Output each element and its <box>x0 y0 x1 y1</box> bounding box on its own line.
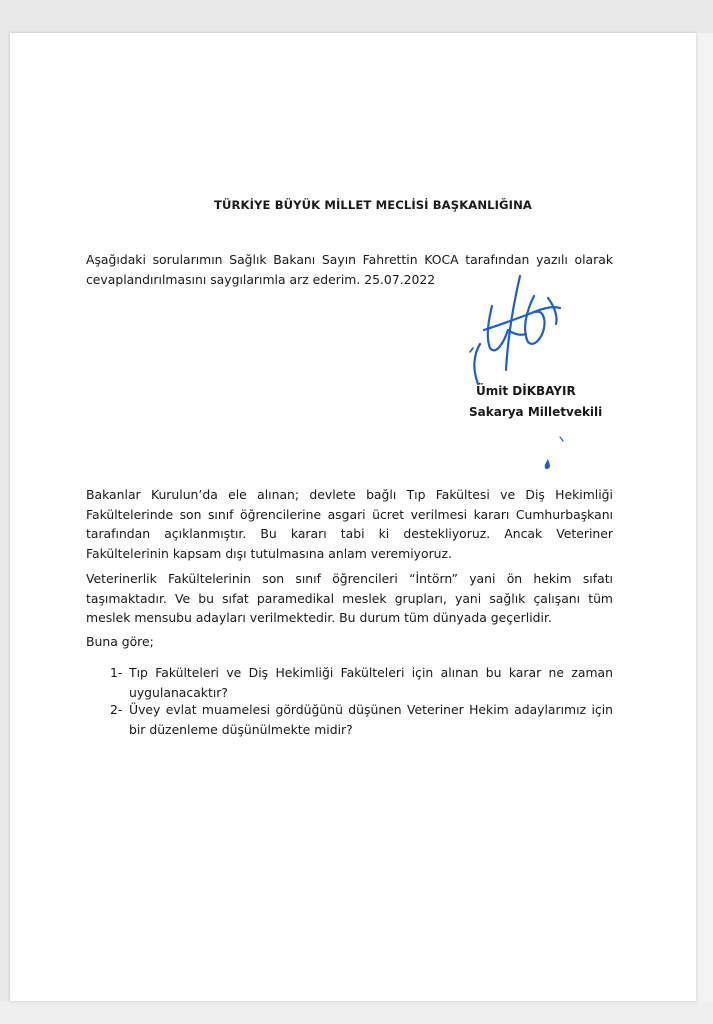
ink-drop <box>542 458 552 470</box>
question-number: 1- <box>110 665 123 680</box>
signatory-name: Ümit DİKBAYIR <box>476 384 576 398</box>
body-paragraph: Veterinerlik Fakültelerinin son sınıf öğrencileri “İntörn” yani ön hekim sıfatı taşımaktadır. Ve bu sıfat paramedikal meslek grupları, yani sağlık çalışanı tüm meslek mensubu adayları verilmektedir. Bu durum tüm dünyada geçerlidir. <box>86 571 613 625</box>
questions-lead: Buna göre; <box>86 634 154 649</box>
page-edge-bottom <box>0 1001 713 1024</box>
page-edge-right <box>696 33 713 1001</box>
intro-paragraph: Aşağıdaki sorularımın Sağlık Bakanı Sayın Fahrettin KOCA tarafından yazılı olarak cevaplandırılmasını saygılarımla arz ederim. 25.07.2022 <box>86 252 613 287</box>
question-text: Tıp Fakülteleri ve Diş Hekimliği Fakülteleri için alınan bu karar ne zaman uygulanacaktır? <box>129 665 613 700</box>
document-title: TÜRKİYE BÜYÜK MİLLET MECLİSİ BAŞKANLIĞINA <box>214 198 532 212</box>
body-paragraph: Bakanlar Kurulun’da ele alınan; devlete bağlı Tıp Fakültesi ve Diş Hekimliği Fakültelerinde son sınıf öğrencilerine asgari ücret verilmesi kararı Cumhurbaşkanı tarafından açıklanmıştır. Bu kararı tabi ki destekliyoruz. Ancak Veteriner Fakültelerinin kapsam dışı tutulmasına anlam veremiyoruz. <box>86 487 613 561</box>
handwritten-signature <box>462 272 572 392</box>
signatory-role: Sakarya Milletvekili <box>469 405 603 419</box>
question-text: Üvey evlat muamelesi gördüğünü düşünen Veteriner Hekim adaylarımız için bir düzenleme düşünülmekte midir? <box>129 702 613 737</box>
question-number: 2- <box>110 702 123 717</box>
ink-dot-small <box>559 436 565 442</box>
